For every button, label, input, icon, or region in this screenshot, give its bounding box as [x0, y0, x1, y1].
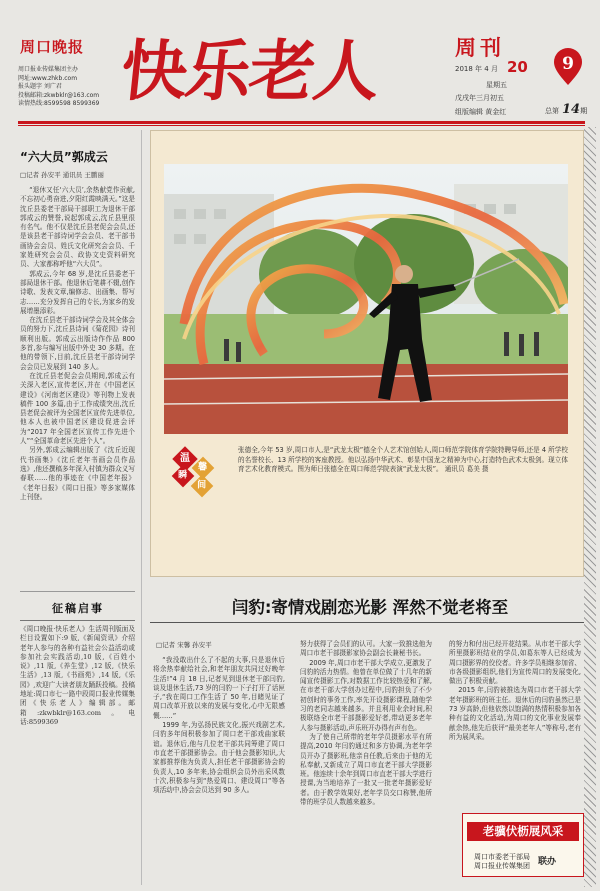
headline-rule — [150, 622, 584, 623]
masthead-rule-thin — [18, 125, 585, 126]
publisher-line: 读情热线:8599598 8599369 — [18, 100, 100, 108]
paragraph: 在沈丘县老促会会员期间,郭成云有关深入老区,宣传老区,并在《中国老区建设》《河南老区建设》等刊物上发表稿件 100 多篇,由于工作成绩突出,沈丘县老促会被评为全国老区宣传先进单位,他本人也被中国老区建设促进会评为“2017 年全国老区宣传工作先进个人”“全国革命老区先进个人”。 — [20, 371, 135, 446]
masthead-rule — [18, 121, 585, 124]
publisher-line: 报头题字 刘广君 — [18, 83, 62, 91]
paragraph: 另外,郭成云编辑出版了《沈丘近现代书画集》《沈丘老年书画会员作品选》,他还撰稿多年深入村镇为群众义写春联……他的事迹在《中国老年报》《老年日报》《周口日报》等多家媒体上刊登。 — [20, 446, 135, 501]
main-article-column-1 — [153, 656, 285, 886]
total-issue-label: 总第 — [545, 107, 559, 115]
sponsor-org: 周口报业传媒集团 — [474, 862, 530, 870]
issue-number: 9 — [562, 54, 574, 74]
page-edge-stripe — [584, 127, 596, 887]
sponsor-org: 周口市委老干部局 — [474, 853, 530, 861]
column-divider — [20, 591, 135, 592]
total-issue-number — [562, 102, 587, 117]
paragraph: 为了使自己所带的老年学员摄影水平有所提高,2010 年闫豹通过和多方协调,为老年学员开办了摄影班,他亲自任教,后来由于他的无私奉献,又新成立了周口市直老干部大学摄影班。他连续十余年到周口市直老干部大学进行授课,为当地培养了一批又一批老年摄影爱好者。由于教学效果好,老年学员交口称赞,他所带的班学员人数越来越多。 — [300, 732, 432, 807]
paragraph: “我没敢出什么了不起的大事,只是退休后将余热奉献给社会,和老年朋友共同过好晚年生活!”4 月 18 日,记者见到退休老干部闫豹,谈及退休生活,73 岁的闫豹一下子打开了话匣子,“我在周口工作生活了 50 年,目睹见证了周口改革开放以来的发展与变化,心中无限感慨……” — [153, 656, 285, 720]
call-for-papers-body: 《周口晚报·快乐老人》生活周刊版面及栏目设置如下:9 版,《新闻资讯》介绍老年人参与的各种有益社会公益活动或参加社会实践活动,10 版,《百姓小说》,11 版,《养生堂》,12 版,《快乐生活》,13 版,《书画苑》,14 版,《乐园》,欢迎广大读者朋友踊跃投稿。投稿地址:周口市七一路中段周口报业传媒集团《快乐老人》编辑部。邮箱:zkwbklr@163.com。电话:8599369 — [20, 620, 135, 882]
publisher-line: 周口报业传媒集团主办 — [18, 66, 79, 73]
left-article-body — [20, 186, 135, 608]
paper-logo: 周口晚报 — [20, 38, 85, 56]
paragraph: 的努力和付出已经开花结果。从市老干部大学所里摄影班结业的学员,如葛东等人已经成为周口摄影界的佼佼者。许多学员相继参加省、市各级摄影组织,他们为宣传周口的发展变化,做出了积极贡献。 — [449, 640, 581, 686]
publisher-line: 网址:www.zhkb.com — [18, 74, 78, 82]
masthead-title: 快乐老人 — [117, 32, 382, 110]
layout-editor: 组版编辑 黄金红 — [455, 108, 507, 116]
tai-chi-photo — [164, 164, 568, 434]
column-rule — [141, 130, 142, 885]
badge-char: 间 — [197, 480, 207, 491]
main-article-column-2 — [300, 640, 432, 882]
issue-weekday: 星期五 — [486, 81, 507, 89]
publisher-line: 投稿邮箱:zkwbklr@163.com — [18, 91, 100, 99]
issue-day: 20 — [507, 58, 528, 76]
left-article-headline: “六大员”郭成云 — [20, 150, 108, 164]
paragraph: 郭成云,今年 68 岁,是沈丘县委老干部局退休干部。他退休后笔耕不辍,创作诗歌、发表文章,编修志、出画集、帮写志……充分发挥自己的专长,为家乡的发展增墨添彩。 — [20, 269, 135, 315]
paragraph: “退休又任‘六大员’,余热献党作贡献,不忘初心勇奋进,夕阳红霞映满天。”这是沈丘县委老干部局干部职工为退休干部郭成云的赞誉,说起郭成云,沈丘县里很有名气。他不仅是沈丘县老促会会员,还是该县老干部诗词学会会员、老干部书画协会会员、姓氏文化研究会会员、千家姓研究会会员、政协文史资料研究员、大家都称呼他“六大员”。 — [20, 186, 135, 269]
main-article-byline: □记者 宋馨 孙安平 — [156, 641, 212, 649]
badge-char: 温 — [180, 453, 190, 464]
call-for-papers-title: 征稿启事 — [52, 602, 104, 615]
sponsor-title: 老骥伏枥展风采 — [467, 822, 579, 841]
main-article-headline: 闫豹:寄情戏剧恋光影 浑然不觉老将至 — [231, 598, 509, 617]
edition-label: 周刊 — [455, 36, 505, 60]
total-issue-value: 14 — [562, 102, 581, 117]
issue-date: 2018 年 4 月 — [455, 65, 498, 73]
paragraph: 1999 年,为弘扬民族文化,振兴戏剧艺术,闫豹多年间积极参加了周口老干部戏曲家联谊。退休后,他与几位老干部共同筹建了周口市直老干部摄影协会。由于他会摄影知识,大家都推荐他为负责人,担任老干部摄影协会的负责人,10 多年来,协会组织会员外出采风数十次,积极参与到“热爱周口、建设周口”等各项活动中,协会会员达到 90 多人。 — [153, 721, 285, 795]
photo-caption: 张德全,今年 53 岁,周口市人,是“武龙太极”德全个人艺术馆创始人,周口师范学院体育学院特聘导师,还是 4 所学校的名誉校长、13 所学校的客座教授。他以弘扬中华武术、彰显中国龙之精神为中心,打造特色武术太极剑。现立体育艺术化教育模式。图为师日张德全在周口师范学院表演“武龙太极”。 通讯员 葛美 摄 — [238, 446, 568, 473]
sponsor-joint-label: 联办 — [538, 857, 557, 867]
paragraph: 在沈丘县老干部诗词学会及其全体会员的努力下,沈丘县诗词《菊花园》诗刊顺利出版。郭成云出版诗作作品 800 多首,参与编写出版中外史 30 多期。在他的带领下,目前,沈丘县老干部诗词学会会员已发展到 140 多人。 — [20, 316, 135, 371]
paragraph: 2015 年,闫豹被推选为周口市老干部大学老年摄影班的班主任。退休后的闫豹虽然已是 73 岁高龄,但他依然以饱满的热情积极参加各种有益的文化活动,为周口的文化事业发展奉献余热,他先后获评“最美老年人”等称号,老有所为展风采。 — [449, 686, 581, 741]
paragraph: 努力获得了会员们的认可。大家一致推选他为周口市老干部摄影家协会副会长兼秘书长。 — [300, 640, 432, 658]
lunar-date: 戊戌年三月初五 — [455, 94, 504, 102]
badge-char: 馨 — [198, 462, 208, 473]
total-issue-suffix: 期 — [580, 107, 588, 115]
left-article-byline: □记者 孙安平 通讯员 王鹏丽 — [20, 171, 104, 179]
paragraph: 2009 年,周口市老干部大学成立,更激发了闫豹的活力热情。他曾在单位做了十几年的新闻宣传摄影工作,对数据工作比较热爱和了解,在市老干部大学创办过程中,闫豹担负了不少初创时的事务工作,率先开设摄影课程,随他学习的老同志越来越多。并且利用业余时间,积极联络全市老干部摄影爱好者,带动更多老年人参与摄影活动,声乐班开办得有声有色。 — [300, 658, 432, 732]
badge-char: 瞬 — [178, 470, 188, 481]
main-article-column-3 — [449, 640, 581, 802]
